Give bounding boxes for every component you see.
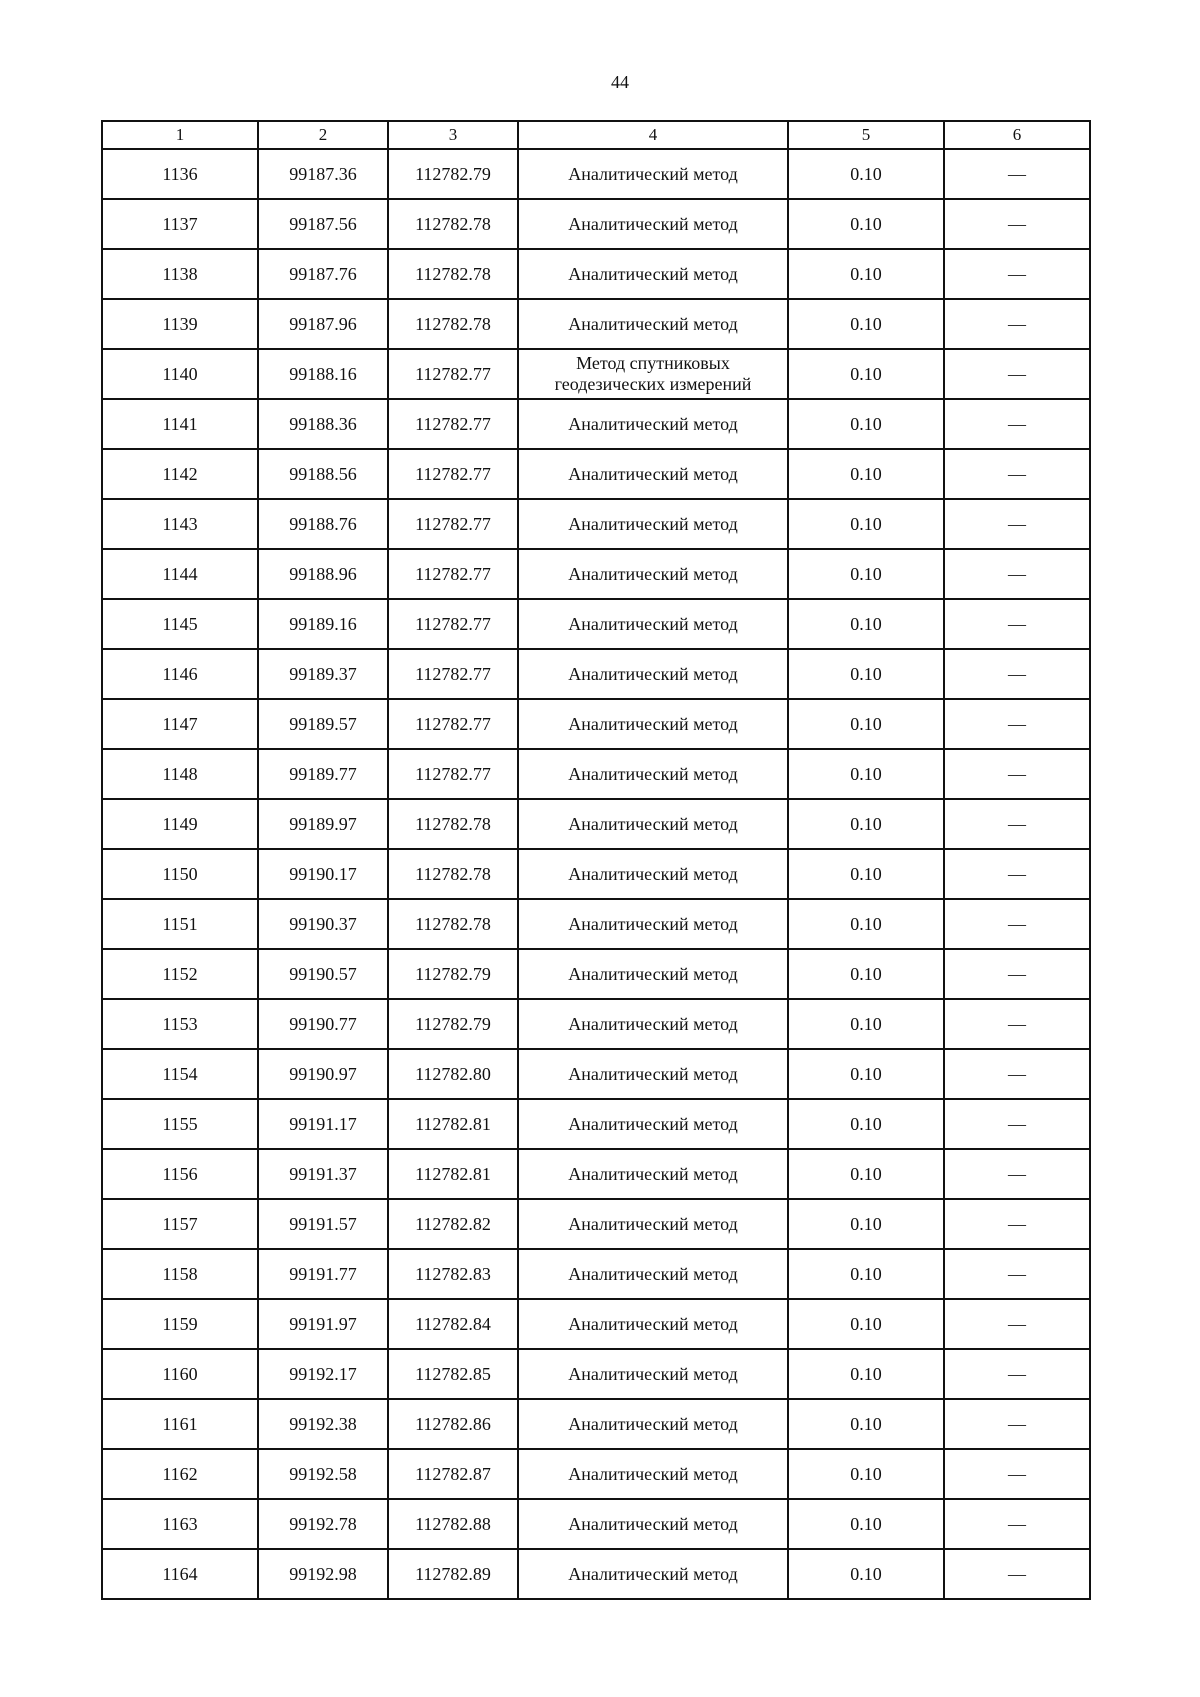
method-cell: Аналитический метод	[518, 749, 788, 799]
point-number-cell: 1154	[102, 1049, 258, 1099]
y-coordinate-cell: 112782.77	[388, 649, 518, 699]
table-row	[102, 649, 1090, 699]
table-row	[102, 1249, 1090, 1299]
note-cell: —	[944, 899, 1090, 949]
accuracy-cell: 0.10	[788, 199, 944, 249]
x-coordinate-cell: 99192.98	[258, 1549, 388, 1599]
x-coordinate-cell: 99189.37	[258, 649, 388, 699]
note-cell: —	[944, 949, 1090, 999]
point-number-cell: 1147	[102, 699, 258, 749]
y-coordinate-cell: 112782.81	[388, 1099, 518, 1149]
point-number-cell: 1162	[102, 1449, 258, 1499]
note-cell: —	[944, 1049, 1090, 1099]
method-cell: Аналитический метод	[518, 1049, 788, 1099]
point-number-cell: 1146	[102, 649, 258, 699]
table-row	[102, 249, 1090, 299]
method-cell: Аналитический метод	[518, 1549, 788, 1599]
table-row	[102, 1349, 1090, 1399]
accuracy-cell: 0.10	[788, 299, 944, 349]
x-coordinate-cell: 99189.97	[258, 799, 388, 849]
x-coordinate-cell: 99192.78	[258, 1499, 388, 1549]
y-coordinate-cell: 112782.77	[388, 599, 518, 649]
point-number-cell: 1158	[102, 1249, 258, 1299]
table-row	[102, 1099, 1090, 1149]
point-number-cell: 1136	[102, 149, 258, 199]
table-row	[102, 1049, 1090, 1099]
note-cell: —	[944, 1349, 1090, 1399]
accuracy-cell: 0.10	[788, 499, 944, 549]
method-cell: Аналитический метод	[518, 999, 788, 1049]
y-coordinate-cell: 112782.79	[388, 999, 518, 1049]
x-coordinate-cell: 99192.38	[258, 1399, 388, 1449]
method-cell: Аналитический метод	[518, 299, 788, 349]
method-cell: Аналитический метод	[518, 1199, 788, 1249]
method-cell: Аналитический метод	[518, 1399, 788, 1449]
y-coordinate-cell: 112782.77	[388, 749, 518, 799]
method-cell: Аналитический метод	[518, 1449, 788, 1499]
method-cell: Аналитический метод	[518, 1149, 788, 1199]
y-coordinate-cell: 112782.77	[388, 699, 518, 749]
note-cell: —	[944, 649, 1090, 699]
method-cell: Аналитический метод	[518, 1299, 788, 1349]
accuracy-cell: 0.10	[788, 1499, 944, 1549]
x-coordinate-cell: 99190.17	[258, 849, 388, 899]
x-coordinate-cell: 99188.76	[258, 499, 388, 549]
table-row	[102, 749, 1090, 799]
x-coordinate-cell: 99188.56	[258, 449, 388, 499]
method-cell: Аналитический метод	[518, 1499, 788, 1549]
x-coordinate-cell: 99191.37	[258, 1149, 388, 1199]
method-cell: Метод спутниковых геодезических измерений	[518, 349, 788, 399]
x-coordinate-cell: 99188.16	[258, 349, 388, 399]
x-coordinate-cell: 99190.57	[258, 949, 388, 999]
table-row	[102, 1149, 1090, 1199]
table-row	[102, 949, 1090, 999]
note-cell: —	[944, 1549, 1090, 1599]
x-coordinate-cell: 99189.77	[258, 749, 388, 799]
x-coordinate-cell: 99192.17	[258, 1349, 388, 1399]
accuracy-cell: 0.10	[788, 449, 944, 499]
point-number-cell: 1140	[102, 349, 258, 399]
table-row	[102, 199, 1090, 249]
x-coordinate-cell: 99188.36	[258, 399, 388, 449]
table-row	[102, 799, 1090, 849]
point-number-cell: 1157	[102, 1199, 258, 1249]
x-coordinate-cell: 99187.76	[258, 249, 388, 299]
x-coordinate-cell: 99187.36	[258, 149, 388, 199]
point-number-cell: 1145	[102, 599, 258, 649]
table-row	[102, 1499, 1090, 1549]
accuracy-cell: 0.10	[788, 149, 944, 199]
accuracy-cell: 0.10	[788, 899, 944, 949]
table-row	[102, 849, 1090, 899]
note-cell: —	[944, 1149, 1090, 1199]
method-cell: Аналитический метод	[518, 899, 788, 949]
y-coordinate-cell: 112782.78	[388, 199, 518, 249]
note-cell: —	[944, 199, 1090, 249]
method-cell: Аналитический метод	[518, 1099, 788, 1149]
table-row	[102, 899, 1090, 949]
x-coordinate-cell: 99189.16	[258, 599, 388, 649]
note-cell: —	[944, 1449, 1090, 1499]
header-row	[102, 121, 1090, 149]
note-cell: —	[944, 1099, 1090, 1149]
point-number-cell: 1159	[102, 1299, 258, 1349]
point-number-cell: 1139	[102, 299, 258, 349]
accuracy-cell: 0.10	[788, 599, 944, 649]
y-coordinate-cell: 112782.77	[388, 399, 518, 449]
y-coordinate-cell: 112782.78	[388, 849, 518, 899]
method-cell: Аналитический метод	[518, 799, 788, 849]
table-row	[102, 299, 1090, 349]
y-coordinate-cell: 112782.85	[388, 1349, 518, 1399]
y-coordinate-cell: 112782.78	[388, 799, 518, 849]
method-cell: Аналитический метод	[518, 399, 788, 449]
x-coordinate-cell: 99190.97	[258, 1049, 388, 1099]
method-cell: Аналитический метод	[518, 249, 788, 299]
y-coordinate-cell: 112782.78	[388, 899, 518, 949]
y-coordinate-cell: 112782.84	[388, 1299, 518, 1349]
table-row	[102, 399, 1090, 449]
table-row	[102, 1199, 1090, 1249]
y-coordinate-cell: 112782.77	[388, 549, 518, 599]
x-coordinate-cell: 99187.96	[258, 299, 388, 349]
page-number: 44	[611, 72, 629, 92]
table-row	[102, 1399, 1090, 1449]
accuracy-cell: 0.10	[788, 549, 944, 599]
y-coordinate-cell: 112782.86	[388, 1399, 518, 1449]
x-coordinate-cell: 99191.57	[258, 1199, 388, 1249]
note-cell: —	[944, 349, 1090, 399]
y-coordinate-cell: 112782.79	[388, 949, 518, 999]
x-coordinate-cell: 99187.56	[258, 199, 388, 249]
x-coordinate-cell: 99192.58	[258, 1449, 388, 1499]
accuracy-cell: 0.10	[788, 1099, 944, 1149]
point-number-cell: 1164	[102, 1549, 258, 1599]
note-cell: —	[944, 849, 1090, 899]
point-number-cell: 1160	[102, 1349, 258, 1399]
accuracy-cell: 0.10	[788, 649, 944, 699]
point-number-cell: 1156	[102, 1149, 258, 1199]
accuracy-cell: 0.10	[788, 849, 944, 899]
point-number-cell: 1141	[102, 399, 258, 449]
y-coordinate-cell: 112782.83	[388, 1249, 518, 1299]
accuracy-cell: 0.10	[788, 749, 944, 799]
x-coordinate-cell: 99190.77	[258, 999, 388, 1049]
note-cell: —	[944, 1199, 1090, 1249]
accuracy-cell: 0.10	[788, 699, 944, 749]
note-cell: —	[944, 399, 1090, 449]
point-number-cell: 1148	[102, 749, 258, 799]
method-cell: Аналитический метод	[518, 449, 788, 499]
note-cell: —	[944, 1399, 1090, 1449]
method-cell: Аналитический метод	[518, 949, 788, 999]
point-number-cell: 1155	[102, 1099, 258, 1149]
header-col-4: 4	[518, 121, 788, 149]
table-row	[102, 499, 1090, 549]
x-coordinate-cell: 99191.17	[258, 1099, 388, 1149]
table-body	[102, 149, 1090, 1599]
accuracy-cell: 0.10	[788, 949, 944, 999]
y-coordinate-cell: 112782.78	[388, 249, 518, 299]
method-cell: Аналитический метод	[518, 849, 788, 899]
y-coordinate-cell: 112782.81	[388, 1149, 518, 1199]
y-coordinate-cell: 112782.80	[388, 1049, 518, 1099]
point-number-cell: 1138	[102, 249, 258, 299]
y-coordinate-cell: 112782.88	[388, 1499, 518, 1549]
y-coordinate-cell: 112782.87	[388, 1449, 518, 1499]
accuracy-cell: 0.10	[788, 1149, 944, 1199]
point-number-cell: 1151	[102, 899, 258, 949]
method-cell: Аналитический метод	[518, 599, 788, 649]
table-row	[102, 1299, 1090, 1349]
accuracy-cell: 0.10	[788, 349, 944, 399]
table-row	[102, 999, 1090, 1049]
point-number-cell: 1150	[102, 849, 258, 899]
accuracy-cell: 0.10	[788, 1299, 944, 1349]
header-col-1: 1	[102, 121, 258, 149]
y-coordinate-cell: 112782.82	[388, 1199, 518, 1249]
method-cell: Аналитический метод	[518, 499, 788, 549]
point-number-cell: 1137	[102, 199, 258, 249]
method-cell: Аналитический метод	[518, 549, 788, 599]
x-coordinate-cell: 99188.96	[258, 549, 388, 599]
accuracy-cell: 0.10	[788, 1349, 944, 1399]
header-col-5: 5	[788, 121, 944, 149]
accuracy-cell: 0.10	[788, 1399, 944, 1449]
note-cell: —	[944, 1299, 1090, 1349]
header-col-2: 2	[258, 121, 388, 149]
header-col-6: 6	[944, 121, 1090, 149]
x-coordinate-cell: 99189.57	[258, 699, 388, 749]
x-coordinate-cell: 99191.77	[258, 1249, 388, 1299]
table-row	[102, 1549, 1090, 1599]
x-coordinate-cell: 99190.37	[258, 899, 388, 949]
note-cell: —	[944, 599, 1090, 649]
method-cell: Аналитический метод	[518, 199, 788, 249]
note-cell: —	[944, 149, 1090, 199]
note-cell: —	[944, 699, 1090, 749]
accuracy-cell: 0.10	[788, 1049, 944, 1099]
note-cell: —	[944, 1499, 1090, 1549]
accuracy-cell: 0.10	[788, 1549, 944, 1599]
header-col-3: 3	[388, 121, 518, 149]
coordinates-table	[101, 120, 1091, 1600]
note-cell: —	[944, 449, 1090, 499]
accuracy-cell: 0.10	[788, 1249, 944, 1299]
method-cell: Аналитический метод	[518, 649, 788, 699]
table-row	[102, 1449, 1090, 1499]
point-number-cell: 1144	[102, 549, 258, 599]
x-coordinate-cell: 99191.97	[258, 1299, 388, 1349]
table-row	[102, 549, 1090, 599]
note-cell: —	[944, 799, 1090, 849]
accuracy-cell: 0.10	[788, 249, 944, 299]
note-cell: —	[944, 499, 1090, 549]
point-number-cell: 1163	[102, 1499, 258, 1549]
method-cell: Аналитический метод	[518, 1349, 788, 1399]
note-cell: —	[944, 1249, 1090, 1299]
point-number-cell: 1153	[102, 999, 258, 1049]
note-cell: —	[944, 999, 1090, 1049]
y-coordinate-cell: 112782.89	[388, 1549, 518, 1599]
note-cell: —	[944, 249, 1090, 299]
y-coordinate-cell: 112782.79	[388, 149, 518, 199]
y-coordinate-cell: 112782.77	[388, 349, 518, 399]
y-coordinate-cell: 112782.77	[388, 499, 518, 549]
point-number-cell: 1142	[102, 449, 258, 499]
note-cell: —	[944, 749, 1090, 799]
table-row	[102, 349, 1090, 399]
note-cell: —	[944, 299, 1090, 349]
accuracy-cell: 0.10	[788, 799, 944, 849]
table-row	[102, 699, 1090, 749]
accuracy-cell: 0.10	[788, 999, 944, 1049]
note-cell: —	[944, 549, 1090, 599]
y-coordinate-cell: 112782.77	[388, 449, 518, 499]
point-number-cell: 1149	[102, 799, 258, 849]
table-row	[102, 449, 1090, 499]
accuracy-cell: 0.10	[788, 399, 944, 449]
table-row	[102, 149, 1090, 199]
point-number-cell: 1143	[102, 499, 258, 549]
method-cell: Аналитический метод	[518, 149, 788, 199]
point-number-cell: 1161	[102, 1399, 258, 1449]
method-cell: Аналитический метод	[518, 1249, 788, 1299]
method-cell: Аналитический метод	[518, 699, 788, 749]
accuracy-cell: 0.10	[788, 1449, 944, 1499]
point-number-cell: 1152	[102, 949, 258, 999]
table-row	[102, 599, 1090, 649]
accuracy-cell: 0.10	[788, 1199, 944, 1249]
y-coordinate-cell: 112782.78	[388, 299, 518, 349]
